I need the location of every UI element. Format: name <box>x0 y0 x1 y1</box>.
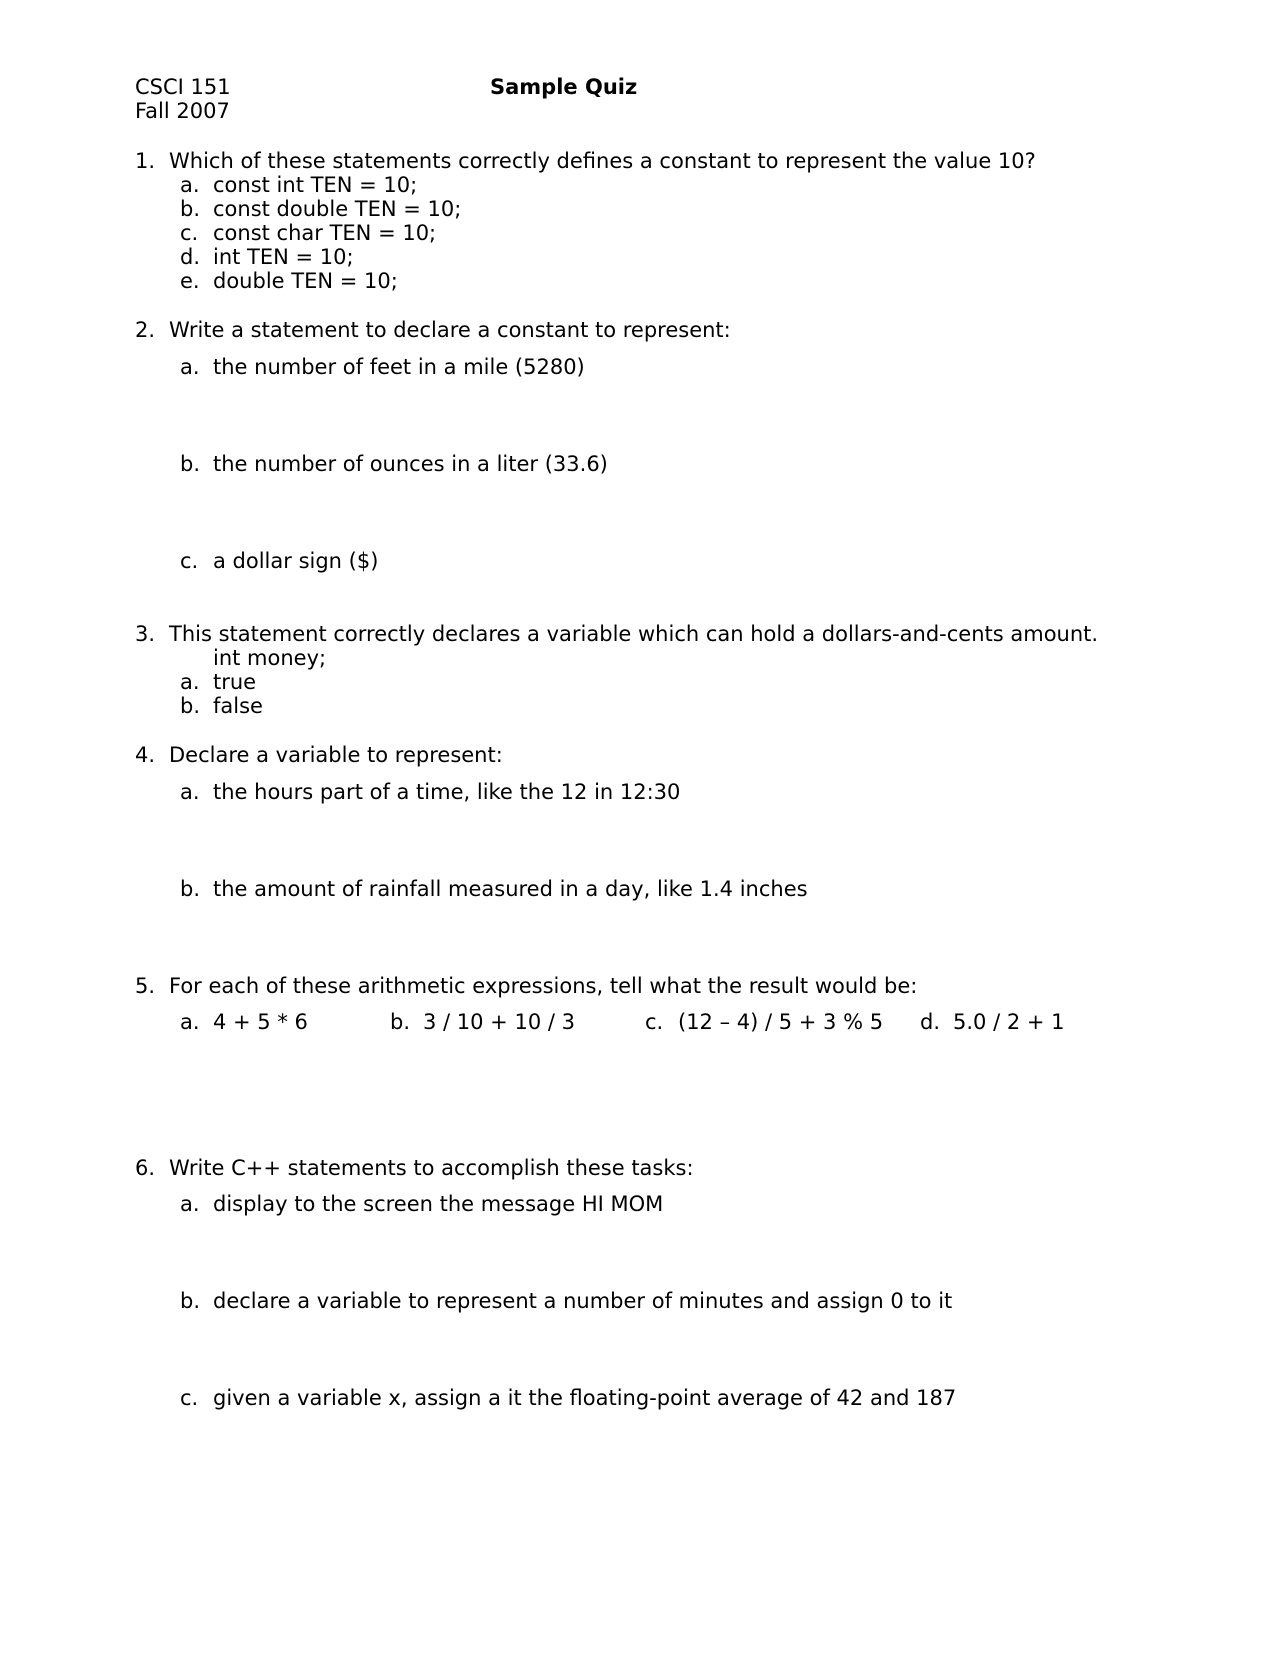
item-letter: c. <box>645 1010 664 1034</box>
item-text: the number of ounces in a liter (33.6) <box>213 452 608 476</box>
option-letter: e. <box>180 269 200 293</box>
item-text: 3 / 10 + 10 / 3 <box>423 1010 575 1034</box>
page-title: Sample Quiz <box>490 75 638 99</box>
question-text: Which of these statements correctly defines a constant to represent the value 10? <box>169 149 1036 173</box>
item-text: 4 + 5 * 6 <box>213 1010 308 1034</box>
option-text: false <box>213 694 263 718</box>
item-text: display to the screen the message HI MOM <box>213 1192 664 1216</box>
question-number: 4. <box>135 743 156 767</box>
option-text: int TEN = 10; <box>213 245 354 269</box>
option-text: double TEN = 10; <box>213 269 398 293</box>
option-letter: b. <box>180 694 201 718</box>
option-letter: b. <box>180 197 201 221</box>
item-letter: a. <box>180 355 200 379</box>
question-text: This statement correctly declares a variable which can hold a dollars-and-cents amount. <box>169 622 1099 646</box>
item-letter: b. <box>180 877 201 901</box>
code-snippet: int money; <box>213 646 327 670</box>
item-letter: b. <box>180 452 201 476</box>
term: Fall 2007 <box>135 99 230 123</box>
item-text: the number of feet in a mile (5280) <box>213 355 585 379</box>
item-text: the hours part of a time, like the 12 in 12:30 <box>213 780 681 804</box>
item-letter: b. <box>390 1010 411 1034</box>
option-letter: a. <box>180 173 200 197</box>
option-text: const char TEN = 10; <box>213 221 437 245</box>
item-letter: c. <box>180 549 199 573</box>
question-number: 2. <box>135 318 156 342</box>
option-letter: c. <box>180 221 199 245</box>
question-number: 5. <box>135 974 156 998</box>
option-letter: d. <box>180 245 201 269</box>
question-text: Write a statement to declare a constant to represent: <box>169 318 731 342</box>
item-letter: b. <box>180 1289 201 1313</box>
item-text: a dollar sign ($) <box>213 549 379 573</box>
question-number: 6. <box>135 1156 156 1180</box>
item-letter: c. <box>180 1386 199 1410</box>
item-letter: a. <box>180 780 200 804</box>
item-letter: d. <box>920 1010 941 1034</box>
item-text: declare a variable to represent a number of minutes and assign 0 to it <box>213 1289 953 1313</box>
course-code: CSCI 151 <box>135 75 231 99</box>
item-letter: a. <box>180 1010 200 1034</box>
option-text: true <box>213 670 257 694</box>
option-text: const double TEN = 10; <box>213 197 462 221</box>
question-text: Write C++ statements to accomplish these tasks: <box>169 1156 694 1180</box>
question-text: For each of these arithmetic expressions, tell what the result would be: <box>169 974 918 998</box>
item-text: 5.0 / 2 + 1 <box>953 1010 1065 1034</box>
item-text: the amount of rainfall measured in a day, like 1.4 inches <box>213 877 808 901</box>
question-number: 3. <box>135 622 156 646</box>
item-text: (12 – 4) / 5 + 3 % 5 <box>678 1010 884 1034</box>
question-number: 1. <box>135 149 156 173</box>
item-letter: a. <box>180 1192 200 1216</box>
option-text: const int TEN = 10; <box>213 173 418 197</box>
option-letter: a. <box>180 670 200 694</box>
item-text: given a variable x, assign a it the floating-point average of 42 and 187 <box>213 1386 957 1410</box>
question-text: Declare a variable to represent: <box>169 743 503 767</box>
